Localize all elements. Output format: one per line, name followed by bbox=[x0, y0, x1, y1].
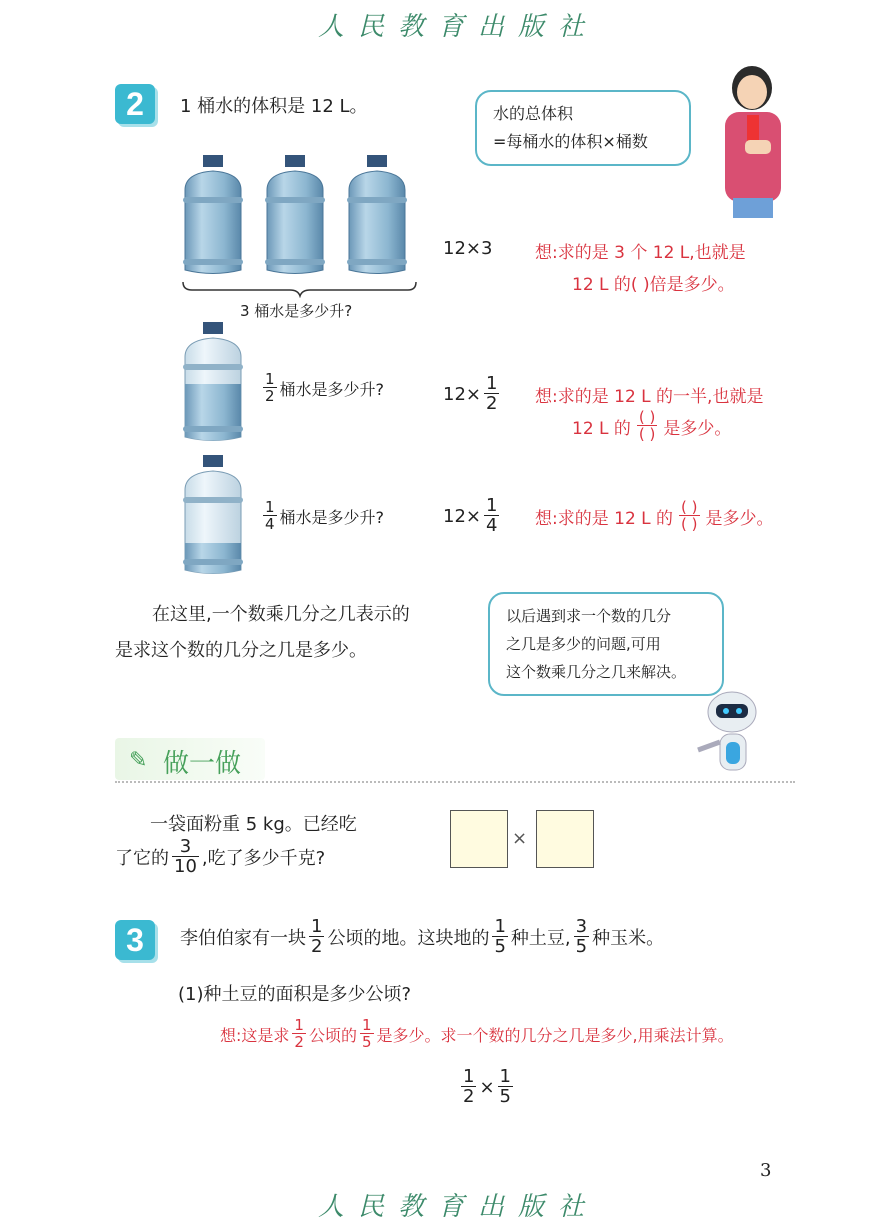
statement-text: 种土豆, bbox=[510, 928, 571, 949]
divider bbox=[115, 781, 795, 783]
example-intro: 1 桶水的体积是 12 L。 bbox=[180, 96, 368, 117]
think-text: 是多少。 bbox=[663, 418, 732, 439]
summary-line: 是求这个数的几分之几是多少。 bbox=[115, 640, 367, 661]
fraction bbox=[309, 918, 324, 956]
numerator: 1 bbox=[486, 495, 498, 516]
fraction bbox=[263, 500, 277, 532]
fraction bbox=[263, 372, 277, 404]
think-text: 想:求的是 12 L 的 bbox=[535, 508, 674, 529]
think-text: 公顷的 bbox=[308, 1025, 357, 1045]
numerator: 1 bbox=[361, 1016, 372, 1034]
robot-illustration bbox=[690, 690, 770, 775]
speech-line: 水的总体积 bbox=[493, 104, 574, 123]
numerator: 1 bbox=[499, 1066, 511, 1087]
half-full-jug bbox=[180, 322, 250, 447]
think-line: 想:求的是 12 L 的一半,也就是 bbox=[535, 387, 764, 407]
think-text: 是多少。求一个数的几分之几是多少,用乘法计算。 bbox=[376, 1025, 734, 1045]
pencil-icon: ✎ bbox=[129, 748, 148, 773]
statement-text: 公顷的地。这块地的 bbox=[327, 928, 490, 949]
practice-title: 做一做 bbox=[163, 749, 242, 779]
numerator: 1 bbox=[463, 1066, 475, 1087]
answer-box[interactable] bbox=[536, 810, 594, 868]
expression-12x3: 12×3 bbox=[443, 238, 493, 259]
numerator: 1 bbox=[294, 1016, 304, 1034]
brace-label: 3 桶水是多少升? bbox=[240, 302, 353, 320]
answer-box[interactable] bbox=[450, 810, 508, 868]
label-text: 桶水是多少升? bbox=[279, 507, 385, 527]
question-1: (1)种土豆的面积是多少公顷? bbox=[178, 984, 412, 1005]
think-line bbox=[535, 500, 774, 532]
speech-line: 之几是多少的问题,可用 bbox=[506, 635, 661, 653]
page-number: 3 bbox=[760, 1160, 772, 1181]
speech-line: =每桶水的体积×桶数 bbox=[493, 132, 648, 151]
speech-line: 以后遇到求一个数的几分 bbox=[506, 607, 672, 625]
denominator: 4 bbox=[486, 515, 498, 536]
fraction bbox=[574, 918, 589, 956]
denominator: 5 bbox=[494, 936, 506, 957]
numerator: 1 bbox=[486, 373, 498, 394]
denominator: 4 bbox=[265, 515, 275, 533]
denominator: 5 bbox=[575, 936, 588, 957]
example-number-badge: 2 bbox=[115, 84, 155, 124]
fraction bbox=[360, 1018, 374, 1050]
numerator: 3 bbox=[179, 836, 192, 857]
statement-text: 种玉米。 bbox=[592, 928, 665, 949]
fraction bbox=[461, 1068, 476, 1106]
numerator: 1 bbox=[265, 498, 275, 516]
denominator: 2 bbox=[486, 393, 498, 414]
numerator: 1 bbox=[265, 370, 275, 388]
example-number-badge: 3 bbox=[115, 920, 155, 960]
statement-text: 李伯伯家有一块 bbox=[180, 928, 306, 949]
fraction bbox=[492, 918, 507, 956]
expr-text: 12× bbox=[443, 505, 481, 527]
think-line: 想:求的是 3 个 12 L,也就是 bbox=[535, 243, 746, 263]
think-line: 12 L 的( )倍是多少。 bbox=[572, 275, 735, 295]
expression-12-times-quarter bbox=[443, 497, 502, 535]
summary-line: 在这里,一个数乘几分之几表示的 bbox=[152, 604, 410, 625]
brace bbox=[180, 280, 420, 298]
footer-publisher: 人民教育出版社 bbox=[318, 1192, 599, 1222]
expr-text: 12× bbox=[443, 383, 481, 405]
think-line bbox=[572, 410, 731, 442]
girl-speech-bubble bbox=[475, 90, 691, 166]
denominator: 2 bbox=[311, 936, 323, 957]
times-sign: × bbox=[512, 828, 528, 849]
think-line bbox=[220, 1018, 734, 1050]
speech-line: 这个数乘几分之几来解决。 bbox=[506, 663, 687, 681]
quarter-full-jug bbox=[180, 455, 250, 580]
numerator: 1 bbox=[311, 916, 323, 937]
half-jug-label bbox=[260, 372, 384, 404]
numerator: 3 bbox=[575, 916, 588, 937]
girl-illustration bbox=[705, 60, 800, 220]
practice-text: ,吃了多少千克? bbox=[201, 848, 326, 869]
fraction bbox=[498, 1068, 513, 1106]
fraction bbox=[484, 497, 499, 535]
water-jug-icon bbox=[183, 155, 243, 274]
blank-fraction: $\frac{( )}{( )}$ bbox=[638, 408, 656, 443]
blank-fraction: $\frac{( )}{( )}$ bbox=[681, 498, 698, 533]
denominator: 2 bbox=[463, 1086, 475, 1107]
denominator: 10 bbox=[174, 856, 197, 877]
quarter-jug-label bbox=[260, 500, 384, 532]
label-text: 桶水是多少升? bbox=[279, 379, 385, 399]
numerator: 1 bbox=[494, 916, 506, 937]
think-text: 是多少。 bbox=[705, 508, 774, 529]
times-sign: × bbox=[479, 1076, 495, 1098]
think-text: 12 L 的 bbox=[572, 418, 631, 439]
fraction bbox=[172, 838, 199, 876]
header-publisher: 人民教育出版社 bbox=[318, 12, 599, 42]
practice-line bbox=[115, 838, 325, 876]
fraction bbox=[484, 375, 499, 413]
example3-statement bbox=[180, 918, 664, 956]
fraction bbox=[292, 1018, 306, 1050]
expression-12-times-half bbox=[443, 375, 502, 413]
denominator: 5 bbox=[361, 1033, 372, 1051]
robot-speech-bubble bbox=[488, 592, 724, 696]
practice-line: 一袋面粉重 5 kg。已经吃 bbox=[150, 814, 357, 835]
three-full-jugs bbox=[180, 155, 420, 280]
denominator: 2 bbox=[294, 1033, 304, 1051]
practice-text: 了它的 bbox=[115, 848, 169, 869]
think-text: 想:这是求 bbox=[220, 1025, 290, 1045]
denominator: 2 bbox=[265, 387, 275, 405]
practice-header bbox=[115, 738, 265, 780]
denominator: 5 bbox=[499, 1086, 511, 1107]
expression-half-times-fifth bbox=[458, 1068, 516, 1106]
